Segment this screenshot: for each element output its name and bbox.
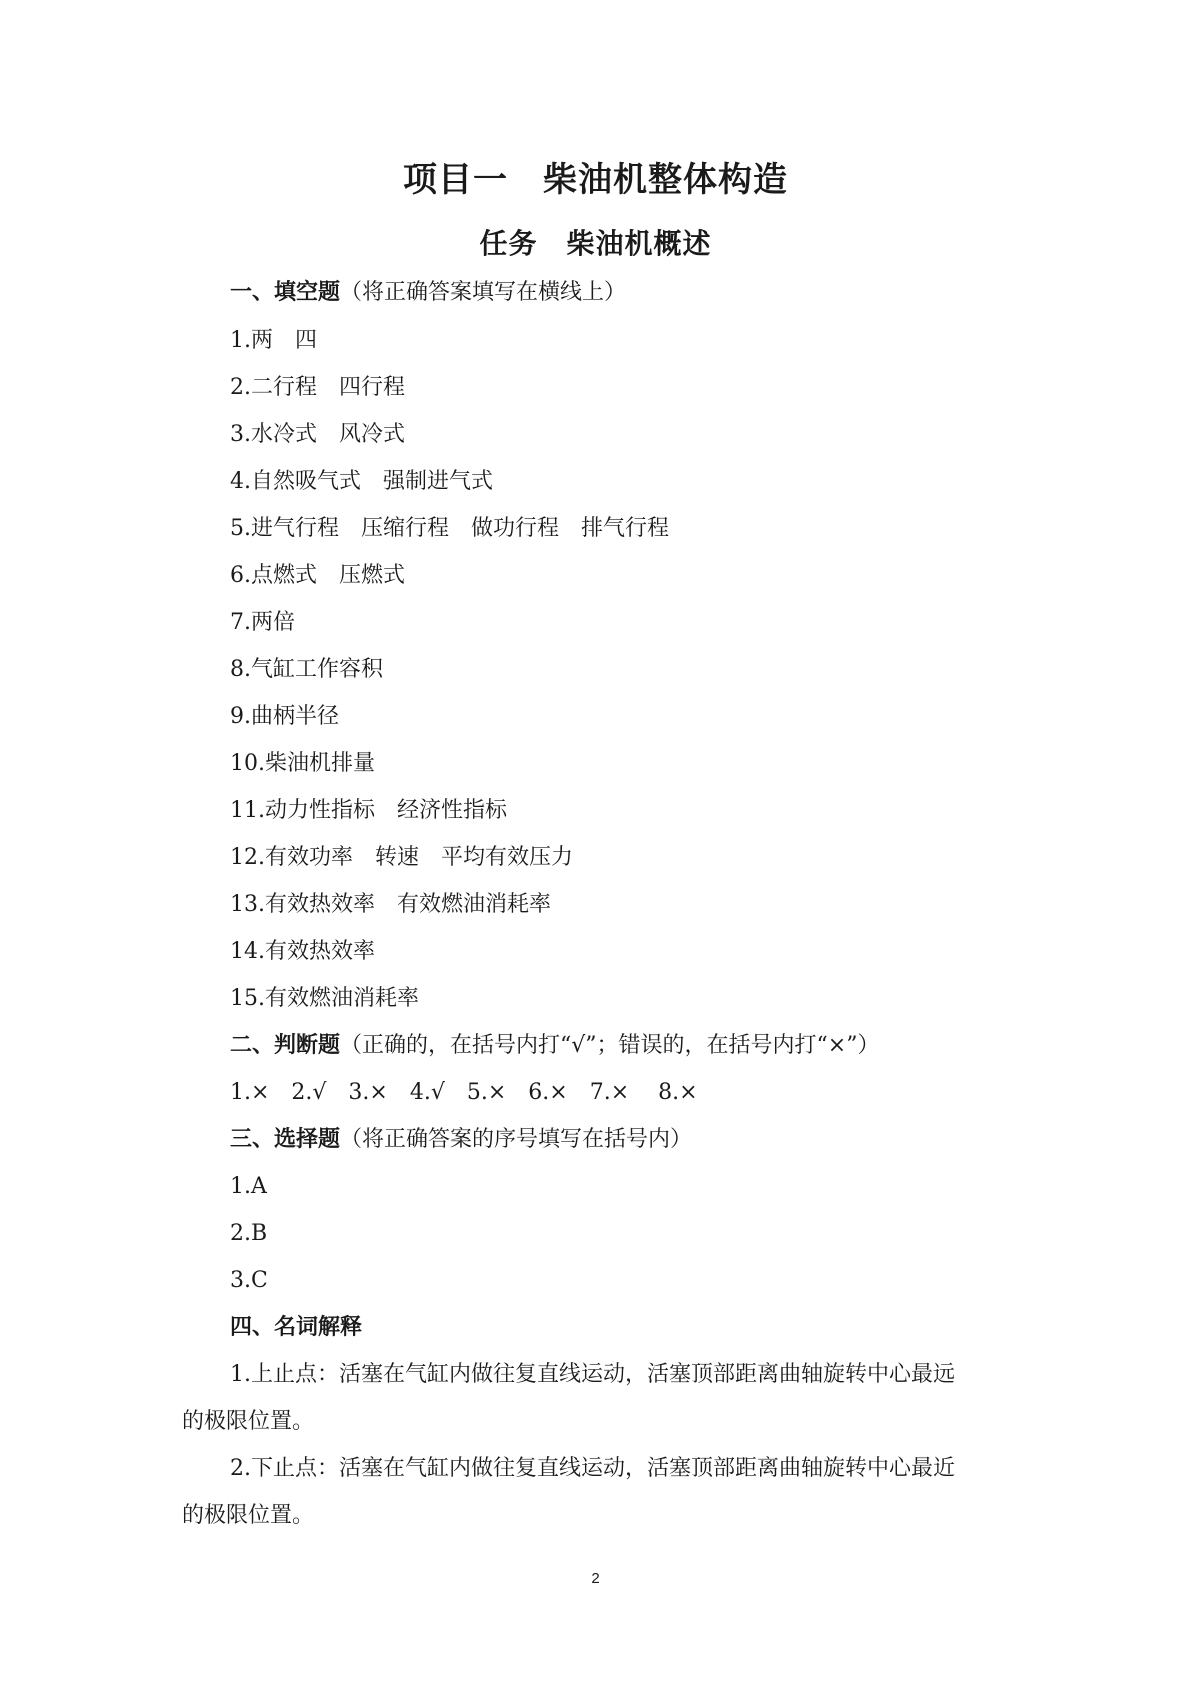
judgement-answers: 1.× 2.√ 3.× 4.√ 5.× 6.× 7.× 8.× <box>230 1080 698 1105</box>
list-item: 10.柴油机排量 <box>230 751 375 776</box>
section4-head: 四、名词解释 <box>230 1315 363 1340</box>
page-title: 项目一 柴油机整体构造 <box>403 160 788 200</box>
section1-heading <box>230 278 626 308</box>
definition-line: 1.上止点：活塞在气缸内做往复直线运动，活塞顶部距离曲轴旋转中心最远 <box>230 1362 955 1387</box>
list-item: 6.点燃式 压燃式 <box>230 563 405 588</box>
section3-note: （将正确答案的序号填写在括号内） <box>340 1127 693 1152</box>
list-item: 2.B <box>230 1221 268 1246</box>
list-item: 13.有效热效率 有效燃油消耗率 <box>230 892 551 917</box>
list-item: 7.两倍 <box>230 610 295 635</box>
list-item: 11.动力性指标 经济性指标 <box>230 798 507 823</box>
section2-head: 二、判断题 <box>230 1033 341 1058</box>
definition-line: 2.下止点：活塞在气缸内做往复直线运动，活塞顶部距离曲轴旋转中心最近 <box>230 1456 955 1481</box>
list-item: 5.进气行程 压缩行程 做功行程 排气行程 <box>230 516 669 541</box>
list-item: 1.两 四 <box>230 328 317 353</box>
list-item: 1.A <box>230 1174 267 1199</box>
list-item: 3.C <box>230 1268 268 1293</box>
list-item: 9.曲柄半径 <box>230 704 339 729</box>
list-item: 2.二行程 四行程 <box>230 375 405 400</box>
list-item: 14.有效热效率 <box>230 939 375 964</box>
list-item: 4.自然吸气式 强制进气式 <box>230 469 493 494</box>
section4-heading <box>230 1313 362 1343</box>
section1-head: 一、填空题 <box>230 280 341 305</box>
definition-line: 的极限位置。 <box>182 1503 315 1528</box>
page-subtitle: 任务 柴油机概述 <box>479 227 712 260</box>
list-item: 15.有效燃油消耗率 <box>230 986 419 1011</box>
definition-line: 的极限位置。 <box>182 1409 315 1434</box>
list-item: 12.有效功率 转速 平均有效压力 <box>230 845 573 870</box>
section2-heading <box>230 1031 879 1061</box>
page-number: 2 <box>591 1570 600 1587</box>
section3-heading <box>230 1125 692 1155</box>
section2-note: （正确的，在括号内打“√”；错误的，在括号内打“×”） <box>340 1033 880 1058</box>
list-item: 3.水冷式 风冷式 <box>230 422 405 447</box>
section1-note: （将正确答案填写在横线上） <box>340 280 627 305</box>
list-item: 8.气缸工作容积 <box>230 657 383 682</box>
section3-head: 三、选择题 <box>230 1127 341 1152</box>
